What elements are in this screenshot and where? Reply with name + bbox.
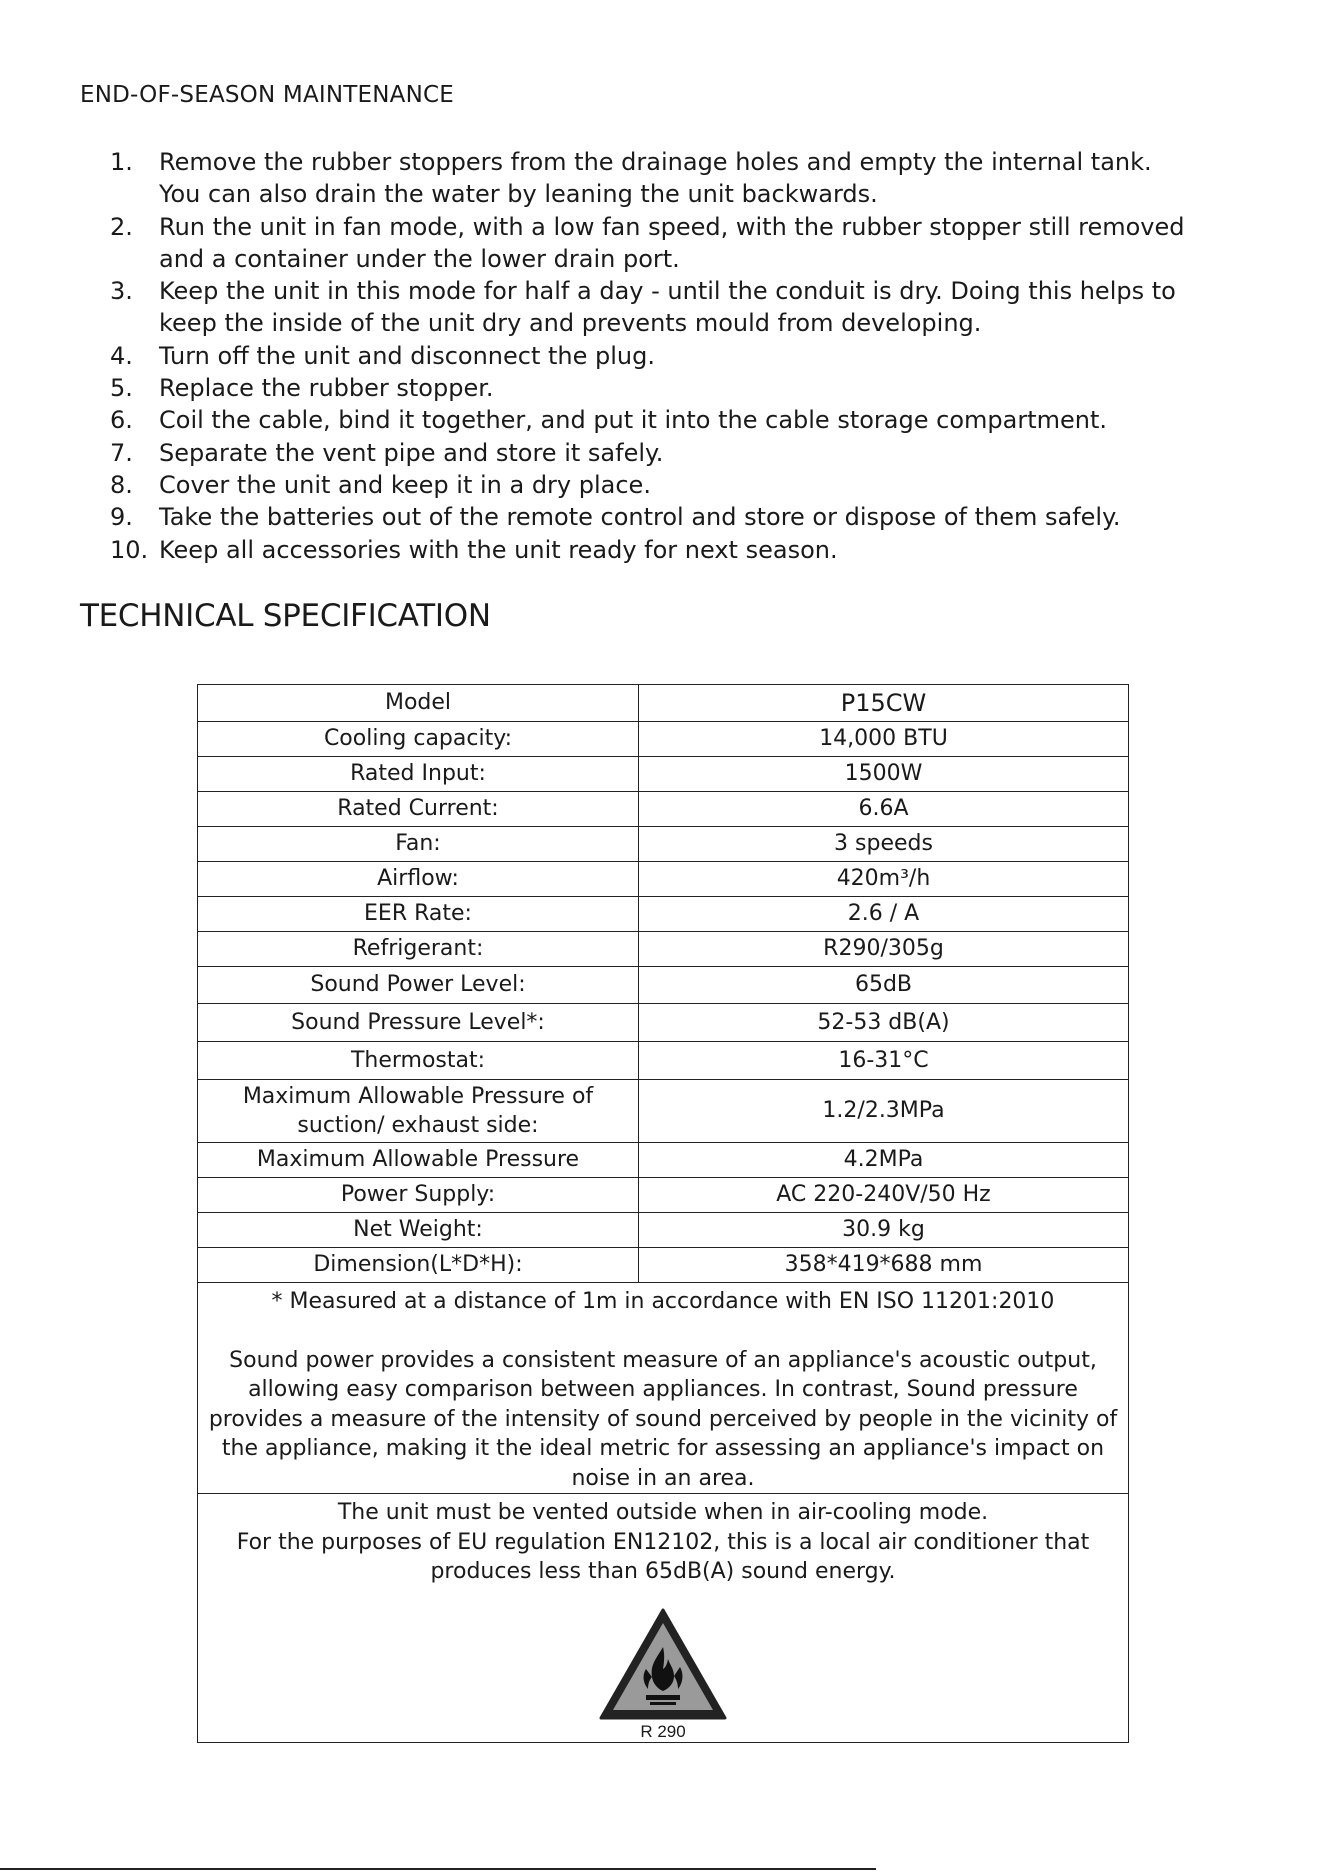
spec-label: Sound Power Level: — [198, 967, 639, 1004]
table-row — [198, 827, 1129, 862]
step-number: 2. — [110, 212, 133, 241]
step-number: 8. — [110, 470, 133, 499]
note-line: allowing easy comparison between appliances. In contrast, Sound pressure — [248, 1377, 1078, 1402]
list-item — [110, 501, 1190, 533]
spec-value: 420m³/h — [639, 862, 1129, 897]
spec-label: Sound Pressure Level*: — [198, 1004, 639, 1042]
list-item — [110, 372, 1190, 404]
spec-value: 14,000 BTU — [639, 722, 1129, 757]
step-text: Cover the unit and keep it in a dry place. — [159, 470, 651, 499]
spec-value: 358*419*688 mm — [639, 1248, 1129, 1283]
spec-label: Refrigerant: — [198, 932, 639, 967]
step-text: Separate the vent pipe and store it safely. — [159, 438, 664, 467]
list-item — [110, 534, 1190, 566]
maintenance-heading: END-OF-SEASON MAINTENANCE — [80, 82, 454, 108]
list-item — [110, 146, 1190, 211]
spec-value: 65dB — [639, 967, 1129, 1004]
table-row — [198, 932, 1129, 967]
spec-value: 4.2MPa — [639, 1143, 1129, 1178]
page-bottom-rule — [0, 1868, 876, 1870]
spec-value: 3 speeds — [639, 827, 1129, 862]
spec-label: Model — [198, 685, 639, 722]
list-item — [110, 469, 1190, 501]
spec-value: 2.6 / A — [639, 897, 1129, 932]
step-number: 5. — [110, 374, 133, 403]
step-number: 4. — [110, 341, 133, 370]
step-text: Run the unit in fan mode, with a low fan speed, with the rubber stopper still removed and a container under the lower drain port. — [159, 212, 1185, 273]
spec-value: R290/305g — [639, 932, 1129, 967]
step-number: 1. — [110, 148, 133, 176]
spec-value: 52-53 dB(A) — [639, 1004, 1129, 1042]
spec-label: Dimension(L*D*H): — [198, 1248, 639, 1283]
spec-value: 1.2/2.3MPa — [639, 1080, 1129, 1143]
table-row — [198, 1004, 1129, 1042]
footnote: * Measured at a distance of 1m in accordance with EN ISO 11201:2010 — [271, 1289, 1055, 1314]
warning-line: For the purposes of EU regulation EN12102, this is a local air conditioner that — [236, 1529, 1090, 1555]
step-number: 9. — [110, 503, 133, 532]
spec-label: Power Supply: — [198, 1178, 639, 1213]
step-text: Coil the cable, bind it together, and put it into the cable storage compartment. — [159, 406, 1107, 435]
spec-value: 30.9 kg — [639, 1213, 1129, 1248]
note-line: Sound power provides a consistent measure of an appliance's acoustic output, — [229, 1347, 1097, 1373]
warning-line: The unit must be vented outside when in air-cooling mode. — [337, 1500, 989, 1525]
spec-table — [197, 684, 1129, 1743]
step-text: Replace the rubber stopper. — [159, 374, 494, 403]
step-number: 10. — [110, 535, 149, 564]
spec-label: Airflow: — [198, 862, 639, 897]
table-row — [198, 1143, 1129, 1178]
list-item — [110, 340, 1190, 372]
step-number: 3. — [110, 277, 133, 306]
step-number: 6. — [110, 406, 133, 435]
table-row — [198, 722, 1129, 757]
warning-line: produces less than 65dB(A) sound energy. — [430, 1559, 896, 1584]
table-row — [198, 757, 1129, 792]
step-text: Keep the unit in this mode for half a day - until the conduit is dry. Doing this helps to keep the inside of the unit dry and prevents mould from developing. — [159, 277, 1176, 338]
maintenance-steps — [110, 146, 1190, 566]
spec-label: Rated Current: — [198, 792, 639, 827]
spec-label: Maximum Allowable Pressure of suction/ exhaust side: — [198, 1080, 639, 1143]
spec-value: 6.6A — [639, 792, 1129, 827]
table-row — [198, 897, 1129, 932]
table-row — [198, 1494, 1129, 1743]
table-row — [198, 1283, 1129, 1494]
table-row — [198, 967, 1129, 1004]
hazard-label: R 290 — [640, 1721, 686, 1741]
flammable-warning-icon — [598, 1607, 728, 1722]
venting-note-cell — [198, 1494, 1129, 1743]
list-item — [110, 404, 1190, 436]
list-item — [110, 211, 1190, 276]
spec-value: 16-31°C — [639, 1042, 1129, 1080]
spec-label: Net Weight: — [198, 1213, 639, 1248]
spec-label: Rated Input: — [198, 757, 639, 792]
spec-label: Thermostat: — [198, 1042, 639, 1080]
note-line: the appliance, making it the ideal metric for assessing an appliance's impact on — [221, 1436, 1105, 1461]
note-line: noise in an area. — [571, 1465, 755, 1491]
table-row — [198, 1213, 1129, 1248]
list-item — [110, 437, 1190, 469]
step-number: 7. — [110, 438, 133, 467]
spec-label: Fan: — [198, 827, 639, 862]
table-row — [198, 1248, 1129, 1283]
table-row — [198, 862, 1129, 897]
spec-label: Cooling capacity: — [198, 722, 639, 757]
sound-note-cell — [198, 1283, 1129, 1494]
list-item — [110, 275, 1190, 340]
note-line: provides a measure of the intensity of sound perceived by people in the vicinity of — [208, 1406, 1118, 1432]
step-text: Take the batteries out of the remote control and store or dispose of them safely. — [159, 503, 1121, 532]
table-row — [198, 1080, 1129, 1143]
spec-heading: TECHNICAL SPECIFICATION — [80, 598, 491, 634]
table-row — [198, 1042, 1129, 1080]
table-row — [198, 1178, 1129, 1213]
spec-label: EER Rate: — [198, 897, 639, 932]
step-text: Remove the rubber stoppers from the drainage holes and empty the internal tank. You can also drain the water by leaning the unit backwards. — [159, 148, 1152, 209]
spec-label: Maximum Allowable Pressure — [198, 1143, 639, 1178]
spec-value: 1500W — [639, 757, 1129, 792]
table-row — [198, 792, 1129, 827]
step-text: Keep all accessories with the unit ready for next season. — [159, 535, 838, 564]
spec-value: AC 220-240V/50 Hz — [639, 1178, 1129, 1213]
step-text: Turn off the unit and disconnect the plug. — [159, 341, 655, 370]
table-row — [198, 685, 1129, 722]
spec-value: P15CW — [639, 685, 1129, 722]
